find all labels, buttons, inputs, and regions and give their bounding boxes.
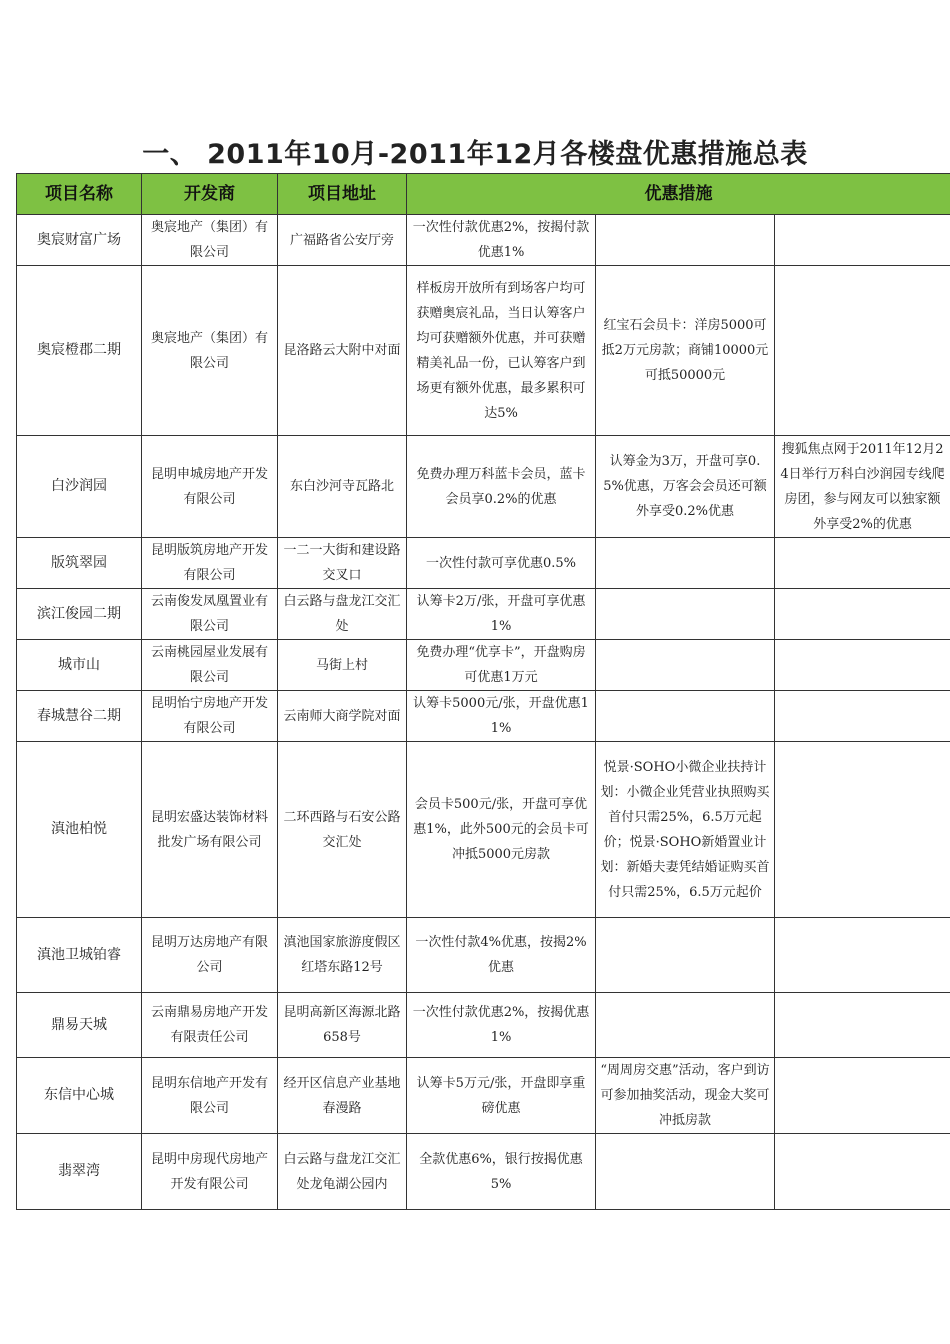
table-row [17, 215, 950, 266]
discount-3-cell: 搜狐焦点网于2011年12月24日举行万科白沙润园专线爬房团，参与网友可以独家额外享受2%的优惠 [775, 436, 950, 538]
developer-cell: 昆明中房现代房地产开发有限公司 [142, 1134, 278, 1210]
developer-cell: 昆明东信地产开发有限公司 [142, 1058, 278, 1134]
table-row [17, 538, 950, 589]
developer-cell: 云南鼎易房地产开发有限责任公司 [142, 993, 278, 1058]
developer-cell: 昆明版筑房地产开发有限公司 [142, 538, 278, 589]
address-cell: 滇池国家旅游度假区红塔东路12号 [278, 918, 407, 993]
discount-2-cell [596, 1134, 775, 1210]
table-row [17, 640, 950, 691]
address-cell: 昆明高新区海源北路658号 [278, 993, 407, 1058]
discount-2-cell [596, 215, 775, 266]
project-name-cell: 东信中心城 [17, 1058, 142, 1134]
discount-3-cell [775, 640, 950, 691]
discount-3-cell [775, 1058, 950, 1134]
discount-3-cell [775, 691, 950, 742]
discount-3-cell [775, 918, 950, 993]
discount-1-cell: 认筹卡5万元/张，开盘即享重磅优惠 [407, 1058, 596, 1134]
table-row [17, 589, 950, 640]
developer-cell: 奥宸地产（集团）有限公司 [142, 266, 278, 436]
discount-2-cell [596, 918, 775, 993]
project-name-cell: 奥宸财富广场 [17, 215, 142, 266]
discount-3-cell [775, 742, 950, 918]
discount-3-cell [775, 589, 950, 640]
project-name-cell: 版筑翠园 [17, 538, 142, 589]
discount-3-cell [775, 993, 950, 1058]
address-cell: 白云路与盘龙江交汇处龙龟湖公园内 [278, 1134, 407, 1210]
discount-2-cell [596, 691, 775, 742]
discount-2-cell: 认筹金为3万，开盘可享0.5%优惠，万客会会员还可额外享受0.2%优惠 [596, 436, 775, 538]
address-cell: 昆洛路云大附中对面 [278, 266, 407, 436]
table-row [17, 1134, 950, 1210]
discount-1-cell: 认筹卡5000元/张，开盘优惠11% [407, 691, 596, 742]
discount-1-cell: 一次性付款优惠2%，按揭优惠1% [407, 993, 596, 1058]
project-name-cell: 鼎易天城 [17, 993, 142, 1058]
project-name-cell: 白沙润园 [17, 436, 142, 538]
table-row [17, 691, 950, 742]
table-row [17, 742, 950, 918]
table-row [17, 918, 950, 993]
discount-3-cell [775, 1134, 950, 1210]
discount-1-cell: 认筹卡2万/张，开盘可享优惠1% [407, 589, 596, 640]
address-cell: 云南师大商学院对面 [278, 691, 407, 742]
developer-cell: 昆明申城房地产开发有限公司 [142, 436, 278, 538]
discount-3-cell [775, 266, 950, 436]
discount-2-cell: 悦景·SOHO小微企业扶持计划：小微企业凭营业执照购买首付只需25%，6.5万元起价；悦景·SOHO新婚置业计划：新婚夫妻凭结婚证购买首付只需25%，6.5万元起价 [596, 742, 775, 918]
table-row [17, 436, 950, 538]
project-name-cell: 翡翠湾 [17, 1134, 142, 1210]
discount-3-cell [775, 538, 950, 589]
project-name-cell: 滇池柏悦 [17, 742, 142, 918]
discount-1-cell: 一次性付款优惠2%，按揭付款优惠1% [407, 215, 596, 266]
table-row [17, 993, 950, 1058]
address-cell: 二环西路与石安公路交汇处 [278, 742, 407, 918]
developer-cell: 昆明怡宁房地产开发有限公司 [142, 691, 278, 742]
developer-cell: 奥宸地产（集团）有限公司 [142, 215, 278, 266]
header-address: 项目地址 [278, 174, 407, 215]
table-row [17, 1058, 950, 1134]
address-cell: 经开区信息产业基地春漫路 [278, 1058, 407, 1134]
discount-1-cell: 会员卡500元/张，开盘可享优惠1%，此外500元的会员卡可冲抵5000元房款 [407, 742, 596, 918]
header-developer: 开发商 [142, 174, 278, 215]
discount-1-cell: 一次性付款4%优惠，按揭2%优惠 [407, 918, 596, 993]
developer-cell: 昆明宏盛达装饰材料批发广场有限公司 [142, 742, 278, 918]
discount-1-cell: 样板房开放所有到场客户均可获赠奥宸礼品，当日认筹客户均可获赠额外优惠，并可获赠精美礼品一份，已认筹客户到场更有额外优惠，最多累积可达5% [407, 266, 596, 436]
discount-1-cell: 全款优惠6%，银行按揭优惠5% [407, 1134, 596, 1210]
header-discounts: 优惠措施 [407, 174, 950, 215]
address-cell: 马街上村 [278, 640, 407, 691]
table-row [17, 266, 950, 436]
discount-3-cell [775, 215, 950, 266]
project-name-cell: 春城慧谷二期 [17, 691, 142, 742]
discount-1-cell: 一次性付款可享优惠0.5% [407, 538, 596, 589]
discount-1-cell: 免费办理“优享卡”，开盘购房可优惠1万元 [407, 640, 596, 691]
discount-1-cell: 免费办理万科蓝卡会员，蓝卡会员享0.2%的优惠 [407, 436, 596, 538]
discount-2-cell [596, 538, 775, 589]
address-cell: 一二一大街和建设路交叉口 [278, 538, 407, 589]
discount-2-cell [596, 993, 775, 1058]
developer-cell: 昆明万达房地产有限公司 [142, 918, 278, 993]
address-cell: 广福路省公安厅旁 [278, 215, 407, 266]
discount-table [16, 173, 950, 1210]
project-name-cell: 滨江俊园二期 [17, 589, 142, 640]
developer-cell: 云南桃园屋业发展有限公司 [142, 640, 278, 691]
page-title: 一、 2011年10月-2011年12月各楼盘优惠措施总表 [142, 139, 808, 170]
address-cell: 东白沙河寺瓦路北 [278, 436, 407, 538]
developer-cell: 云南俊发凤凰置业有限公司 [142, 589, 278, 640]
address-cell: 白云路与盘龙江交汇处 [278, 589, 407, 640]
project-name-cell: 奥宸橙郡二期 [17, 266, 142, 436]
discount-2-cell [596, 589, 775, 640]
discount-2-cell [596, 640, 775, 691]
project-name-cell: 城市山 [17, 640, 142, 691]
discount-2-cell: “周周房交惠”活动，客户到访可参加抽奖活动，现金大奖可冲抵房款 [596, 1058, 775, 1134]
table-header-row [17, 174, 950, 215]
project-name-cell: 滇池卫城铂睿 [17, 918, 142, 993]
discount-2-cell: 红宝石会员卡：洋房5000可抵2万元房款；商铺10000元可抵50000元 [596, 266, 775, 436]
header-project-name: 项目名称 [17, 174, 142, 215]
